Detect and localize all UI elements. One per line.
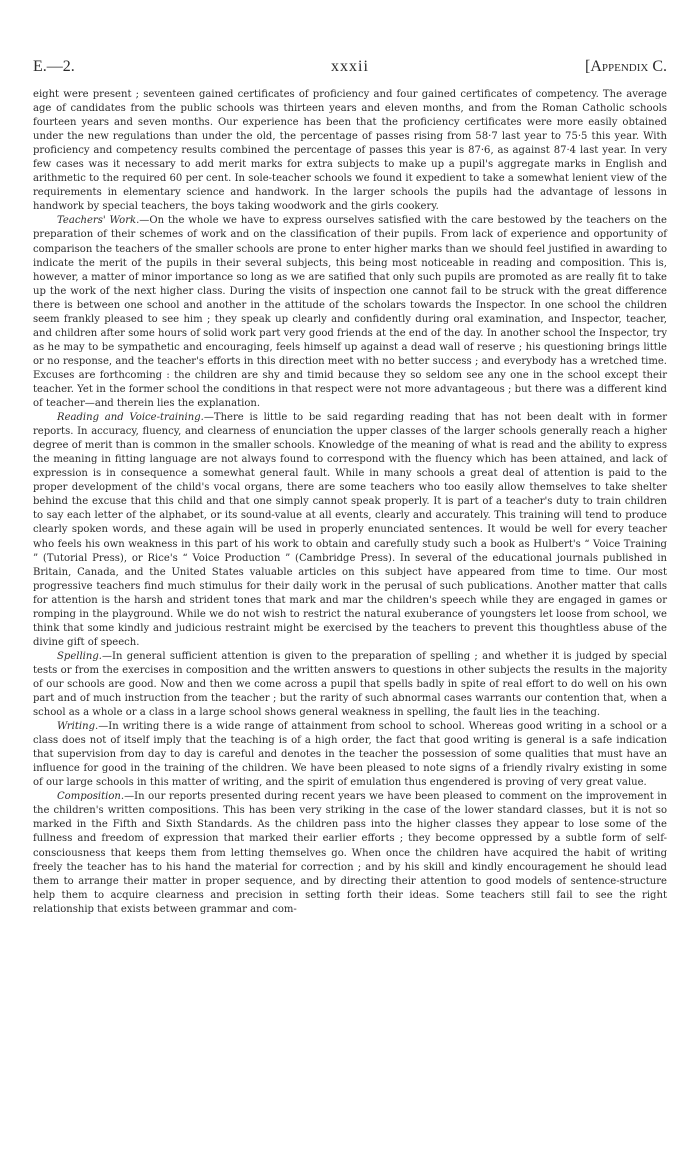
section-heading: Teachers' Work. (57, 215, 140, 227)
paragraph-text: —In writing there is a wide range of attainment from school to school. Whereas good writing in a school or a class does not of itself imply that the teaching is of a high order, the fact that good writing is general is a safe indication that supervision from day to day is careful and denotes in the teacher the possession of some qualities that must have an influence for good in the training of the children. We have been pleased to note signs of a friendly rivalry existing in some of our large schools in this matter of writing, and the spirit of emulation thus engendered is proving of very great value. (33, 721, 667, 789)
paragraph-text: eight were present ; seventeen gained certificates of proficiency and four gained certificates of competency. The average age of candidates from the public schools was thirteen years and eleven months, and from the Roman Catholic schools fourteen years and seven months. Our experience has been that the proficiency certificates were more easily obtained under the new regulations than under the old, the percentage of passes rising from 58·7 last year to 75·5 this year. With proficiency and competency results combined the percentage of passes this year is 87·6, as against 87·4 last year. In very few cases was it necessary to add merit marks for extra subjects to make up a pupil's aggregate marks in English and arithmetic to the required 60 per cent. In sole-teacher schools we found it expedient to take a somewhat lenient view of the requirements in elementary science and handwork. In the larger schools the pupils had the advantage of lessons in handwork by special teachers, the boys taking woodwork and the girls cookery. (33, 89, 667, 213)
report-body (33, 88, 667, 917)
appendix-label: [Appendix C. (584, 58, 667, 75)
page-number: xxxii (331, 58, 369, 75)
paragraph-text: —There is little to be said regarding reading that has not been dealt with in former reports. In accuracy, fluency, and clearness of enunciation the upper classes of the larger schools generally reach a higher degree of merit than is common in the smaller schools. Knowledge of the meaning of what is read and the ability to express the meaning in fitting language are not always found to correspond with the fluency which has been attained, and lack of expression is in consequence a somewhat general fault. While in many schools a great deal of attention is paid to the proper development of the child's vocal organs, there are some teachers who too easily allow themselves to take shelter behind the excuse that this child and that one simply cannot speak properly. It is part of a teacher's duty to train children to say each letter of the alphabet, or its sound-value at all events, clearly and accurately. This training will tend to produce clearly spoken words, and these again will be used in properly enunciated sentences. It would be well for every teacher who feels his own weakness in this part of his work to obtain and carefully study such a book as Hulbert's “ Voice Training ” (Tutorial Press), or Rice's “ Voice Production ” (Cambridge Press). In several of the educational journals published in Britain, Canada, and the United States valuable articles on this subject have appeared from time to time. Our most progressive teachers find much stimulus for their daily work in the perusal of such publications. Another matter that calls for attention is the harsh and strident tones that mark and mar the children's speech while they are engaged in games or romping in the playground. While we do not wish to restrict the natural exuberance of youngsters let loose from school, we think that some kindly and judicious restraint might be exercised by the teachers to prevent this thoughtless abuse of the divine gift of speech. (33, 412, 668, 648)
section-heading: Reading and Voice-training. (57, 412, 204, 424)
paragraph-teachers-work (33, 214, 667, 411)
paragraph-text: —On the whole we have to express ourselves satisfied with the care bestowed by the teachers on the preparation of their schemes of work and on the classification of their pupils. From lack of experience and opportunity of comparison the teachers of the smaller schools are prone to enter higher marks than we should feel justified in awarding to indicate the merit of the pupils in their several subjects, this being most noticeable in reading and composition. This is, however, a matter of minor importance so long as we are satified that only such pupils are promoted as are really fit to take up the work of the next higher class. During the visits of inspection one cannot fail to be struck with the great difference there is between one school and another in the attitude of the scholars towards the Inspector. In one school the children seem frankly pleased to see him ; they speak up clearly and confidently during oral examination, and Inspector, teacher, and children after some hours of solid work part very good friends at the end of the day. In another school the Inspector, try as he may to be sympathetic and encouraging, feels himself up against a dead wall of reserve ; his questioning brings little or no response, and the teacher's efforts in this direction meet with no better success ; and everybody has a wretched time. Excuses are forthcoming : the children are shy and timid because they so seldom see any one in the school except their teacher. Yet in the former school the conditions in that respect were not more advantageous ; but there was a different kind of teacher—and therein lies the explanation. (33, 215, 668, 410)
paragraph-reading-voice-training (33, 411, 667, 650)
paragraph-text: —In general sufficient attention is given to the preparation of spelling ; and whether it is judged by special tests or from the exercises in composition and the written answers to questions in other subjects the results in the majority of our schools are good. Now and then we come across a pupil that spells badly in spite of real effort to do well on his own part and of much instruction from the teacher ; but the rarity of such abnormal cases warrants our contention that, when a school as a whole or a class in a large school shows general weakness in spelling, the fault lies in the teaching. (33, 650, 667, 719)
section-heading: Writing. (57, 721, 99, 733)
section-heading: Spelling. (57, 650, 102, 662)
report-code: E.—2. (33, 58, 75, 75)
paragraph-writing (33, 720, 667, 790)
paragraph-text: —In our reports presented during recent years we have been pleased to comment on the improvement in the children's written compositions. This has been very striking in the case of the lower standard classes, but it is not so marked in the Fifth and Sixth Standards. As the children pass into the higher classes they appear to lose some of the fullness and freedom of expression that marked their earlier efforts ; they become oppressed by a subtle form of self-consciousness that keeps them from letting themselves go. When once the children have acquired the habit of writing freely the teacher has to his hand the material for correction ; and by his skill and kindly encouragement he should lead them to arrange their matter in proper sequence, and by directing their attention to good models of sentence-structure help them to acquire clearness and precision in setting forth their ideas. Some teachers still fail to see the right relationship that exists between grammar and com- (33, 791, 667, 915)
paragraph-proficiency-results (33, 88, 667, 214)
paragraph-composition (33, 790, 667, 916)
page-header (33, 58, 667, 78)
section-heading: Composition. (57, 791, 125, 803)
paragraph-spelling (33, 650, 667, 720)
